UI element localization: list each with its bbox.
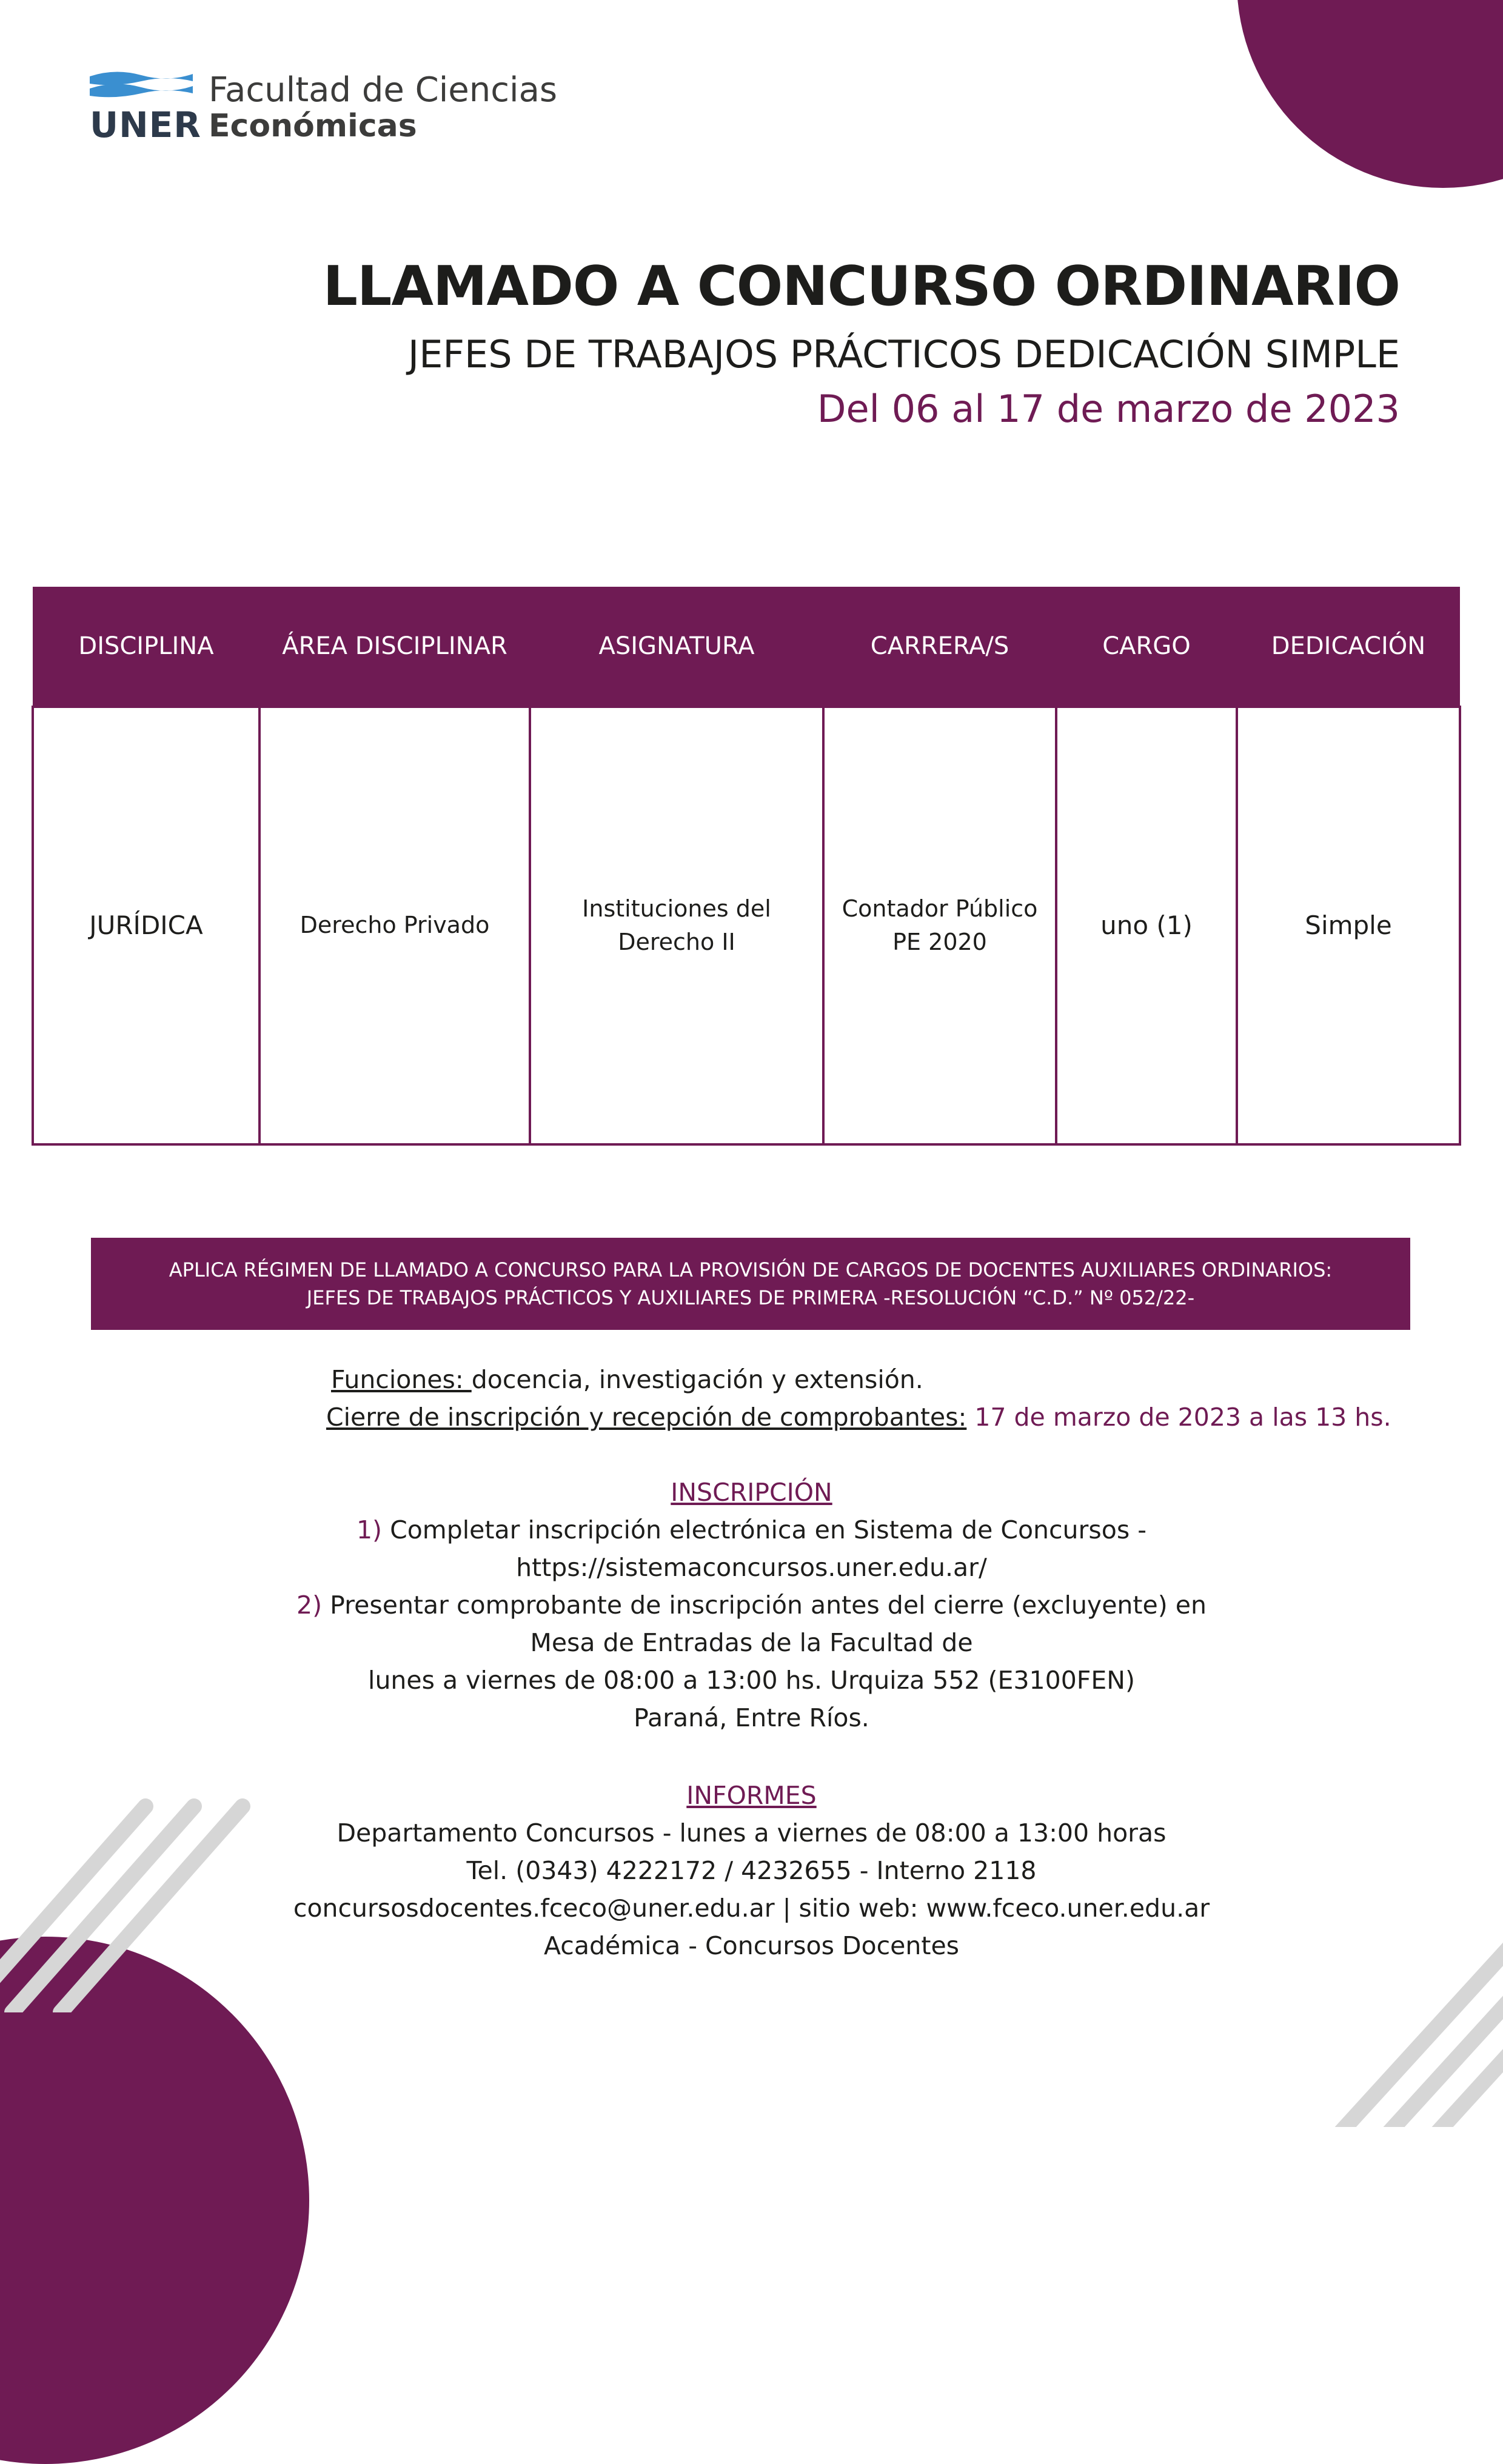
column-header: DISCIPLINA (33, 587, 259, 707)
cierre-text: 17 de marzo de 2023 a las 13 hs. (966, 1403, 1391, 1432)
cierre-line (326, 1403, 1391, 1432)
page-title: LLAMADO A CONCURSO ORDINARIO (323, 255, 1400, 318)
column-header: CARRERA/S (823, 587, 1056, 707)
table-cell-area: Derecho Privado (259, 707, 530, 1144)
step2-text: Presentar comprobante de inscripción antes del cierre (excluyente) en (322, 1591, 1207, 1620)
inscripcion-step2-line4: Paraná, Entre Ríos. (634, 1703, 869, 1732)
positions-table (32, 587, 1461, 1146)
informes-title: INFORMES (686, 1781, 817, 1810)
informes-contact-line[interactable]: concursosdocentes.fceco@uner.edu.ar | sitio web: www.fceco.uner.edu.ar (293, 1894, 1210, 1923)
regulation-note-line2: JEFES DE TRABAJOS PRÁCTICOS Y AUXILIARES DE PRIMERA -RESOLUCIÓN “C.D.” Nº 052/22- (306, 1286, 1195, 1309)
inscripcion-step2 (0, 1591, 1503, 1620)
table-cell-carrera: Contador Público PE 2020 (823, 707, 1056, 1144)
informes-line1: Departamento Concursos - lunes a viernes de 08:00 a 13:00 horas (336, 1818, 1167, 1848)
funciones-text: docencia, investigación y extensión. (471, 1365, 923, 1394)
waves-icon (90, 68, 193, 104)
table-cell-asignatura: Instituciones del Derecho II (530, 707, 823, 1144)
inscripcion-step1 (0, 1515, 1503, 1544)
inscripcion-step2-line2: Mesa de Entradas de la Facultad de (530, 1628, 973, 1657)
step1-text: Completar inscripción electrónica en Sistema de Concursos - (382, 1515, 1147, 1544)
logo-faculty-line1: Facultad de Ciencias (209, 70, 558, 110)
logo-brand: UNER (90, 104, 201, 145)
inscripcion-step2-line3: lunes a viernes de 08:00 a 13:00 hs. Urquiza 552 (E3100FEN) (368, 1666, 1135, 1695)
decorative-circle-top (1237, 0, 1503, 188)
cierre-label: Cierre de inscripción y recepción de comprobantes: (326, 1403, 967, 1432)
faculty-logo (90, 68, 558, 147)
table-cell-disciplina: JURÍDICA (33, 707, 259, 1144)
informes-line2: Tel. (0343) 4222172 / 4232655 - Interno 2118 (466, 1856, 1037, 1885)
page-subtitle: JEFES DE TRABAJOS PRÁCTICOS DEDICACIÓN SIMPLE (407, 332, 1400, 376)
column-header: CARGO (1056, 587, 1237, 707)
decorative-circle-bottom (0, 1937, 309, 2464)
informes-line4: Académica - Concursos Docentes (543, 1931, 960, 1960)
date-range: Del 06 al 17 de marzo de 2023 (817, 387, 1400, 431)
column-header: ÁREA DISCIPLINAR (259, 587, 530, 707)
inscripcion-title: INSCRIPCIÓN (671, 1478, 832, 1507)
table-cell-dedicacion: Simple (1237, 707, 1460, 1144)
funciones-line (331, 1365, 923, 1394)
column-header: ASIGNATURA (530, 587, 823, 707)
step2-number: 2) (296, 1591, 323, 1620)
table-header-row (33, 587, 1460, 707)
regulation-note (91, 1238, 1410, 1330)
inscripcion-url[interactable]: https://sistemaconcursos.uner.edu.ar/ (516, 1553, 987, 1582)
logo-faculty-line2: Económicas (209, 108, 417, 144)
funciones-label: Funciones: (331, 1365, 472, 1394)
table-row (33, 707, 1460, 1144)
regulation-note-line1: APLICA RÉGIMEN DE LLAMADO A CONCURSO PARA LA PROVISIÓN DE CARGOS DE DOCENTES AUXILIARES ORDINARIOS: (169, 1258, 1333, 1281)
table-cell-cargo: uno (1) (1056, 707, 1237, 1144)
step1-number: 1) (356, 1515, 383, 1544)
column-header: DEDICACIÓN (1237, 587, 1460, 707)
